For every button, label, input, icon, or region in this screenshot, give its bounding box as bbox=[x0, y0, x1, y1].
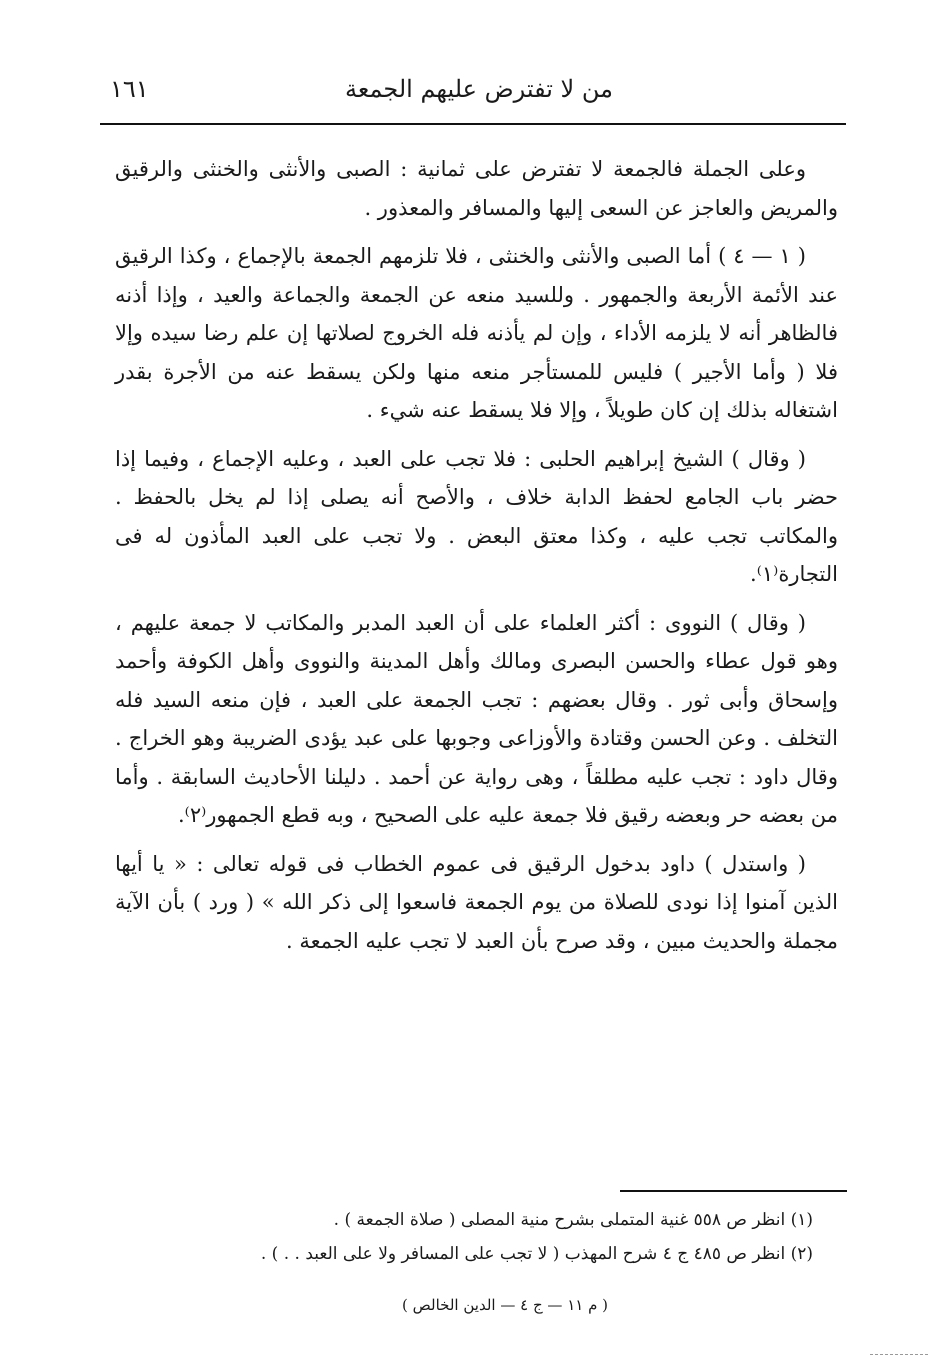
footnote-1: (١) انظر ص ٥٥٨ غنية المتملى بشرح منية المصلى ( صلاة الجمعة ) . bbox=[333, 1210, 813, 1230]
paragraph-nawawi: ( وقال ) النووى : أكثر العلماء على أن العبد المدبر والمكاتب لا جمعة عليهم ، وهو قول عطاء والحسن البصرى ومالك وأهل المدينة والنووى وأهل الكوفة وأحمد وإسحاق وأبى ثور . وقال بعضهم : تجب الجمعة على العبد ، فإن منعه السيد فله التخلف . وعن الحسن وقتادة والأوزاعى وجوبها على عبد يؤدى الضريبة وهو الخراج . وقال داود : تجب عليه مطلقاً ، وهى رواية عن أحمد . دليلنا الأحاديث السابقة . وأما من بعضه حر وبعضه رقيق فلا جمعة عليه على الصحيح ، وبه قطع الجمهور⁽٢⁾. bbox=[115, 610, 838, 827]
paragraph-dawud: ( واستدل ) داود بدخول الرقيق فى عموم الخطاب فى قوله تعالى : « يا أيها الذين آمنوا إذا نودى للصلاة من يوم الجمعة فاسعوا إلى ذكر الله » ( ورد ) بأن الآية مجملة والحديث مبين ، وقد صرح بأن العبد لا تجب عليه الجمعة . bbox=[115, 851, 838, 953]
page-number: ١٦١ bbox=[110, 75, 149, 103]
main-text bbox=[115, 150, 838, 970]
running-title: من لا تفترض عليهم الجمعة bbox=[345, 75, 613, 103]
page-header bbox=[100, 72, 843, 112]
paragraph-summary: وعلى الجملة فالجمعة لا تفترض على ثمانية : الصبى والأنثى والخنثى والرقيق والمريض والعاجز عن السعى إليها والمسافر والمعذور . bbox=[115, 157, 838, 220]
paragraph-halabi: ( وقال ) الشيخ إبراهيم الحلبى : فلا تجب على العبد ، وعليه الإجماع ، وفيما إذا حضر باب الجامع لحفظ الدابة خلاف ، والأصح أنه يصلى إذا لم يخل بالحفظ . والمكاتب تجب عليه ، وكذا معتق البعض . ولا تجب على العبد المأذون له فى التجارة⁽١⁾. bbox=[115, 446, 838, 586]
header-rule bbox=[100, 123, 846, 125]
footnote-rule bbox=[620, 1190, 847, 1192]
footnote-2: (٢) انظر ص ٤٨٥ ج ٤ شرح المهذب ( لا تجب على المسافر ولا على العبد . . ) . bbox=[260, 1244, 813, 1264]
paragraph-child-woman-slave: ( ١ — ٤ ) أما الصبى والأنثى والخنثى ، فلا تلزمهم الجمعة بالإجماع ، وكذا الرقيق عند الأئمة الأربعة والجمهور . وللسيد منعه عن الجمعة والجماعة والعيد ، وإذا أذنه فالظاهر أنه لا يلزمه الأداء ، وإن لم يأذنه فله الخروج لصلاتها إن علم رضا سيده وإلا فلا ( وأما الأجير ) فليس للمستأجر منعه منها ولكن يسقط عنه من الأجرة بقدر اشتغاله بذلك إن كان طويلاً ، وإلا فلا يسقط عنه شيء . bbox=[115, 244, 838, 422]
scan-edge-mark bbox=[870, 1354, 928, 1355]
printer-signature: ( م ١١ — ج ٤ — الدين الخالص ) bbox=[402, 1296, 608, 1314]
footnotes bbox=[140, 1203, 813, 1271]
